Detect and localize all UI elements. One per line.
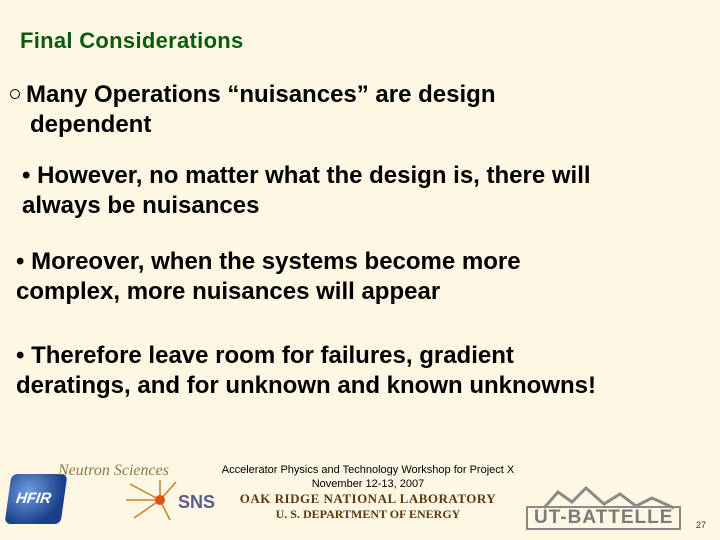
bullet-2	[22, 161, 712, 221]
bullet-1	[10, 80, 650, 140]
ut-battelle-logo: UT-BATTELLE	[526, 506, 681, 530]
bullet-circle-icon	[10, 89, 20, 99]
bullet-1-line-2: dependent	[30, 111, 152, 138]
bullet-2-line-1: • However, no matter what the design is, there will	[22, 162, 591, 189]
bullet-3-line-1: • Moreover, when the systems become more	[16, 248, 521, 275]
slide-title: Final Considerations	[20, 28, 244, 53]
footer-lab-name: OAK RIDGE NATIONAL LABORATORY	[239, 491, 497, 506]
hfir-logo-text: HFIR	[14, 490, 53, 507]
bullet-4-line-2: deratings, and for unknown and known unknowns!	[16, 372, 596, 399]
bullet-2-line-2: always be nuisances	[22, 192, 260, 219]
bullet-3	[16, 247, 706, 307]
footer-dates: November 12-13, 2007	[311, 478, 425, 490]
bullet-3-line-2: complex, more nuisances will appear	[16, 278, 441, 305]
bullet-1-line-1: Many Operations “nuisances” are design	[26, 81, 496, 108]
page-number: 27	[695, 520, 706, 530]
neutron-sciences-logo: Neutron Sciences	[58, 462, 169, 479]
bullet-4-line-1: • Therefore leave room for failures, gradient	[16, 342, 514, 369]
hfir-logo	[4, 474, 67, 524]
footer-department: U. S. DEPARTMENT OF ENERGY	[275, 507, 461, 521]
sns-logo-text: SNS	[178, 492, 215, 512]
footer-workshop: Accelerator Physics and Technology Workshop for Project X	[221, 464, 515, 476]
bullet-4	[16, 341, 706, 401]
